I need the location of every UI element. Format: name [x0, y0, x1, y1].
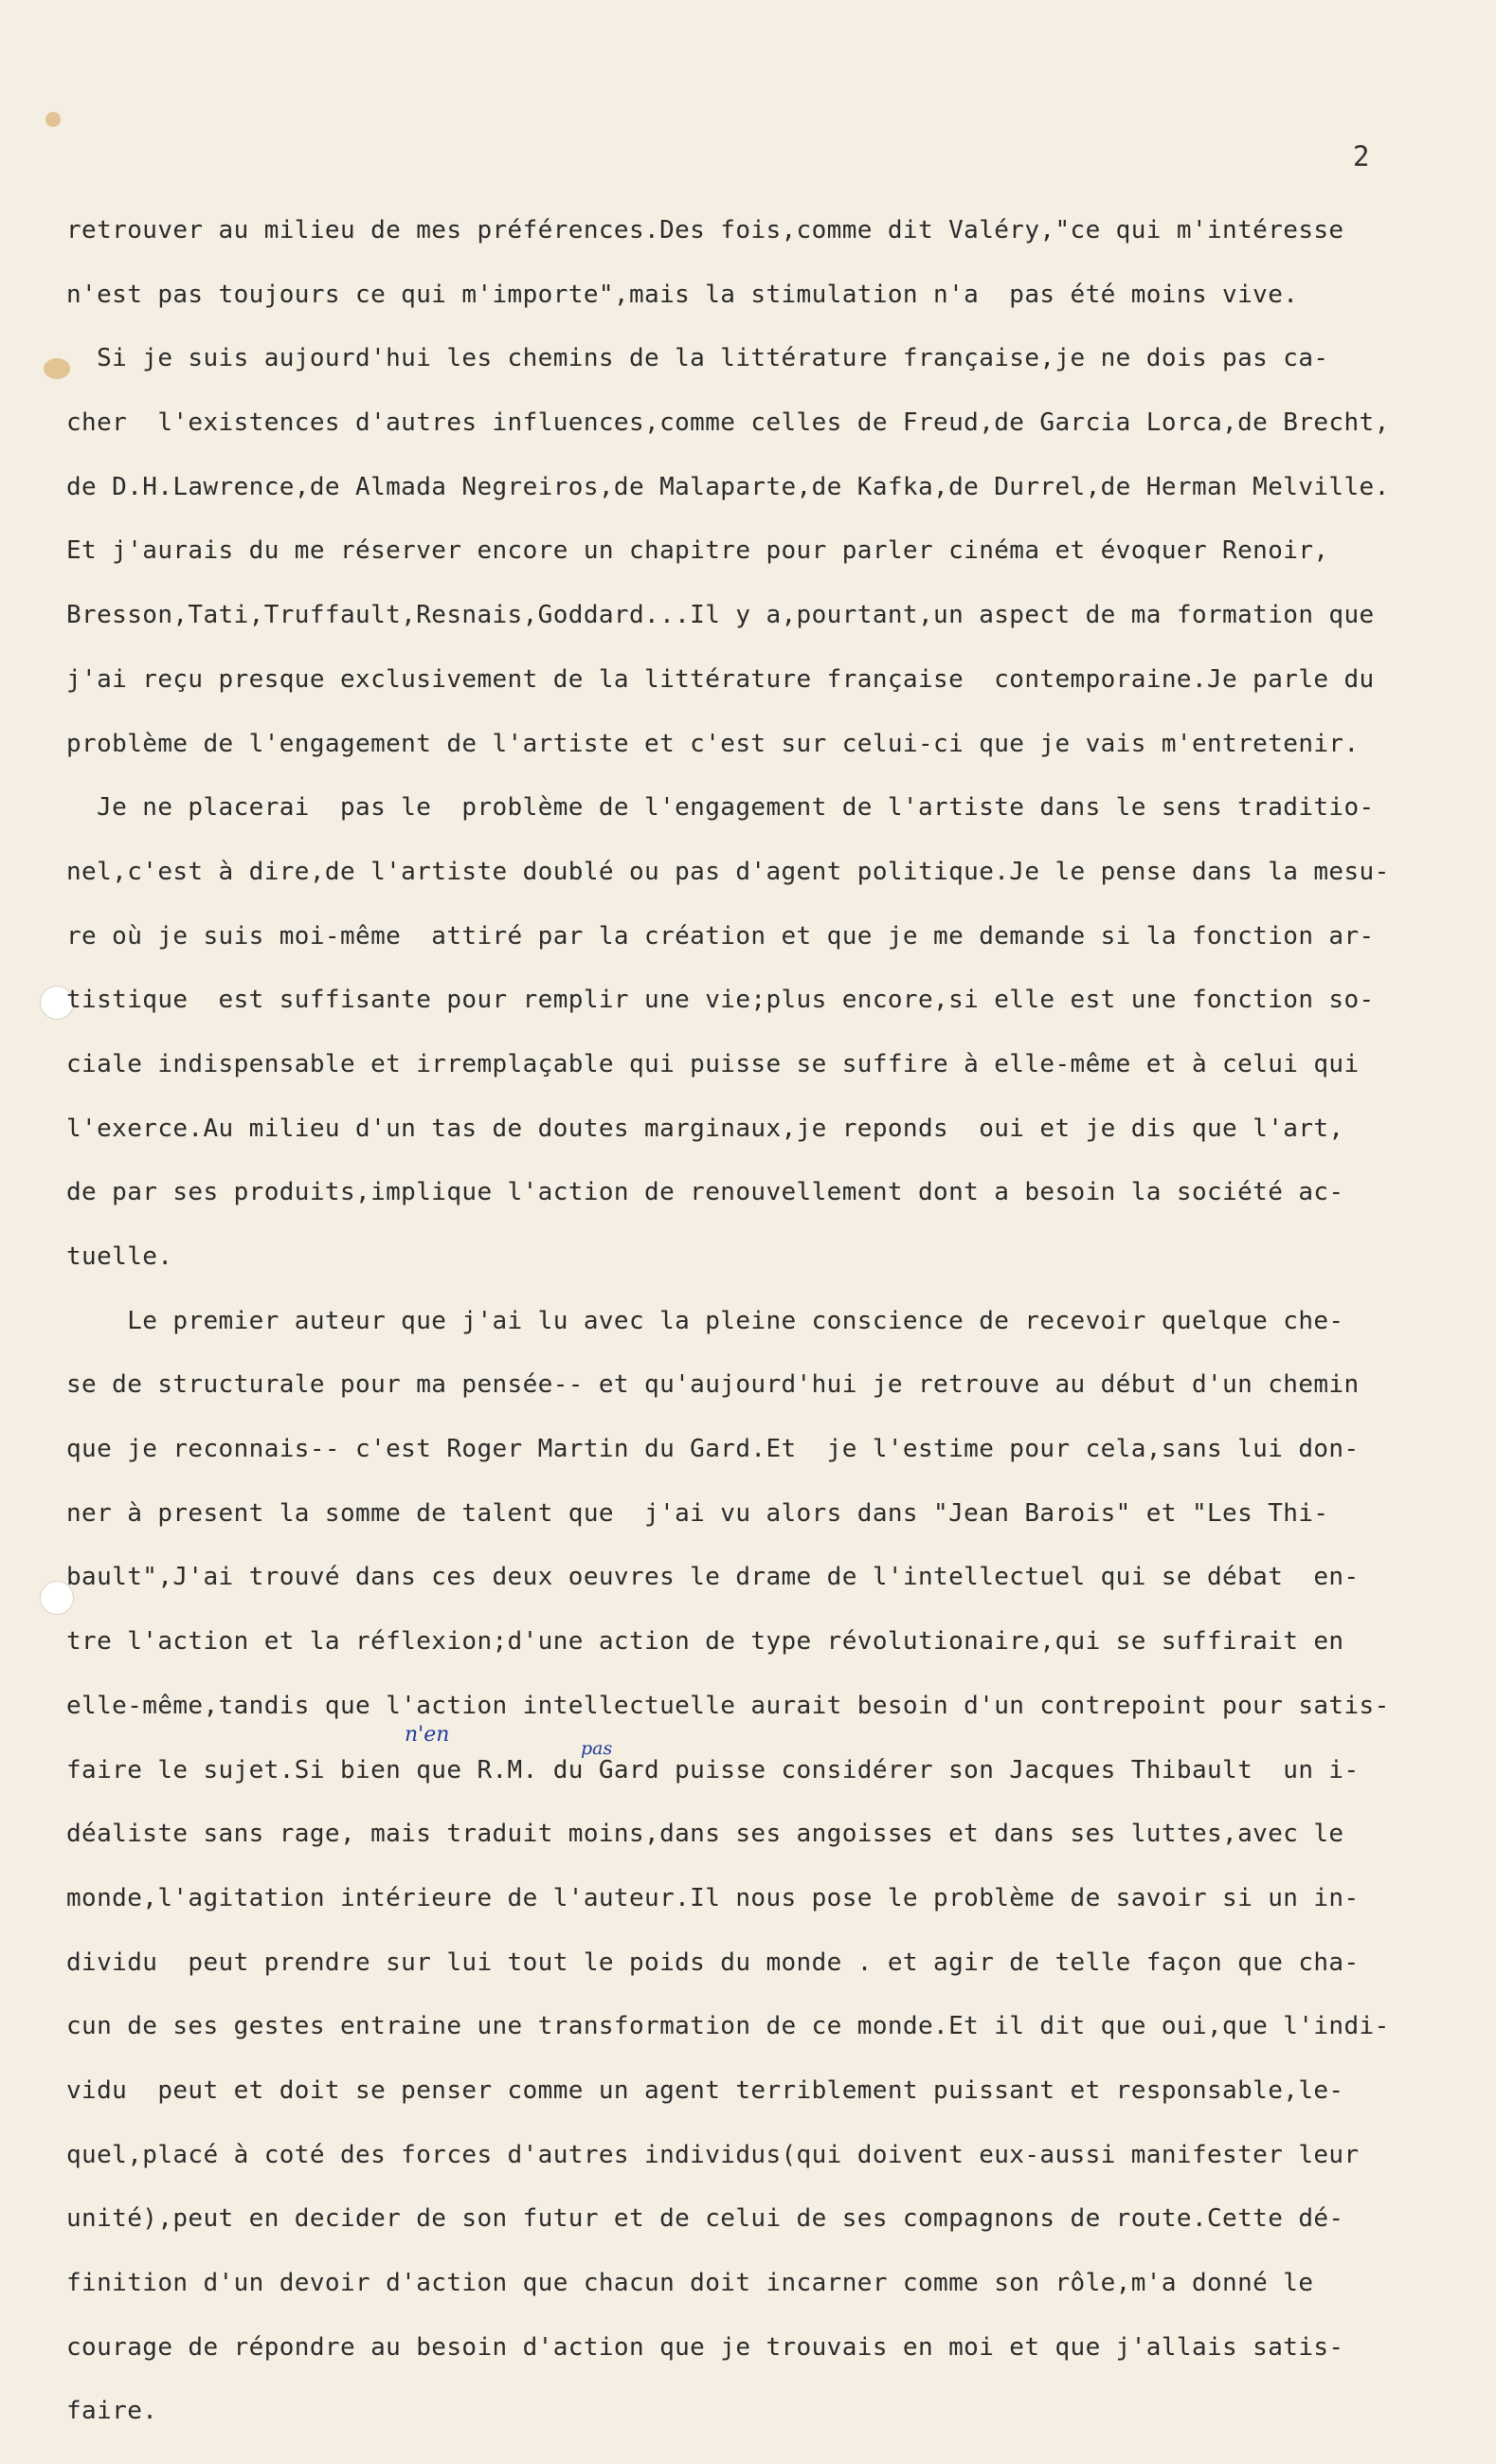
text-line: bault",J'ai trouvé dans ces deux oeuvres le drame de l'intellectuel qui se débat en-: [66, 1563, 1360, 1592]
text-line: de par ses produits,implique l'action de renouvellement dont a besoin la société ac-: [66, 1178, 1344, 1207]
text-line: se de structurale pour ma pensée-- et qu'aujourd'hui je retrouve au début d'un chemin: [66, 1370, 1360, 1400]
text-line: retrouver au milieu de mes préférences.Des fois,comme dit Valéry,"ce qui m'intéresse: [66, 216, 1344, 245]
text-line: Et j'aurais du me réserver encore un chapitre pour parler cinéma et évoquer Renoir,: [66, 536, 1329, 566]
text-line: unité),peut en decider de son futur et de celui de ses compagnons de route.Cette dé-: [66, 2204, 1344, 2234]
text-line: vidu peut et doit se penser comme un agent terriblement puissant et responsable,le-: [66, 2075, 1344, 2105]
text-line: déaliste sans rage, mais traduit moins,dans ses angoisses et dans ses luttes,avec le: [66, 1820, 1344, 1849]
text-line: tuelle.: [66, 1242, 173, 1271]
text-line: cher l'existences d'autres influences,comme celles de Freud,de Garcia Lorca,de Brecht,: [66, 408, 1390, 438]
text-line: finition d'un devoir d'action que chacun doit incarner comme son rôle,m'a donné le: [66, 2269, 1314, 2297]
text-line: cun de ses gestes entraine une transformation de ce monde.Et il dit que oui,que l'indi-: [66, 2012, 1390, 2041]
text-line: Je ne placerai pas le problème de l'engagement de l'artiste dans le sens traditio-: [66, 793, 1375, 823]
page-number: 2: [1353, 140, 1370, 172]
text-line: tistique est suffisante pour remplir une vie;plus encore,si elle est une fonction so-: [66, 986, 1375, 1015]
text-line: tre l'action et la réflexion;d'une action de type révolutionaire,qui se suffirait en: [66, 1627, 1344, 1657]
text-line: Bresson,Tati,Truffault,Resnais,Goddard...Il y a,pourtant,un aspect de ma formation que: [66, 601, 1375, 630]
text-line: quel,placé à coté des forces d'autres individus(qui doivent eux-aussi manifester leur: [66, 2140, 1360, 2169]
text-line: dividu peut prendre sur lui tout le poids du monde . et agir de telle façon que cha-: [66, 1948, 1360, 1977]
text-line: monde,l'agitation intérieure de l'auteur.Il nous pose le problème de savoir si un in-: [66, 1883, 1360, 1912]
text-line: elle-même,tandis que l'action intellectuelle aurait besoin d'un contrepoint pour satis-: [66, 1691, 1390, 1720]
rust-stain: [45, 112, 61, 127]
handwritten-annotation: n'en: [405, 1723, 450, 1747]
text-line: ner à present la somme de talent que j'ai vu alors dans "Jean Barois" et "Les Thi-: [66, 1498, 1329, 1528]
text-line: Le premier auteur que j'ai lu avec la pleine conscience de recevoir quelque che-: [66, 1306, 1344, 1335]
text-line: faire.: [66, 2397, 158, 2426]
text-line: j'ai reçu presque exclusivement de la littérature française contemporaine.Je parle du: [66, 664, 1375, 694]
text-line: re où je suis moi-même attiré par la création et que je me demande si la fonction ar-: [66, 921, 1375, 951]
text-line: de D.H.Lawrence,de Almada Negreiros,de Malaparte,de Kafka,de Durrel,de Herman Melville.: [66, 472, 1390, 501]
text-line: problème de l'engagement de l'artiste et c'est sur celui-ci que je vais m'entretenir.: [66, 729, 1360, 758]
text-line: n'est pas toujours ce qui m'importe",mais la stimulation n'a pas été moins vive.: [66, 280, 1299, 309]
handwritten-annotation: pas: [581, 1738, 613, 1759]
text-line: ciale indispensable et irremplaçable qui puisse se suffire à elle-même et à celui qui: [66, 1049, 1360, 1078]
text-line: l'exerce.Au milieu d'un tas de doutes marginaux,je reponds oui et je dis que l'art,: [66, 1114, 1344, 1143]
text-line: courage de répondre au besoin d'action que je trouvais en moi et que j'allais satis-: [66, 2332, 1344, 2362]
body-text: [66, 199, 1431, 2444]
text-line: faire le sujet.Si bien que R.M. du Gard puisse considérer son Jacques Thibault un i-: [66, 1755, 1360, 1785]
text-line: que je reconnais-- c'est Roger Martin du Gard.Et je l'estime pour cela,sans lui don-: [66, 1435, 1360, 1464]
text-line: Si je suis aujourd'hui les chemins de la littérature française,je ne dois pas ca-: [66, 344, 1329, 373]
text-line: nel,c'est à dire,de l'artiste doublé ou pas d'agent politique.Je le pense dans la mesu-: [66, 857, 1390, 886]
